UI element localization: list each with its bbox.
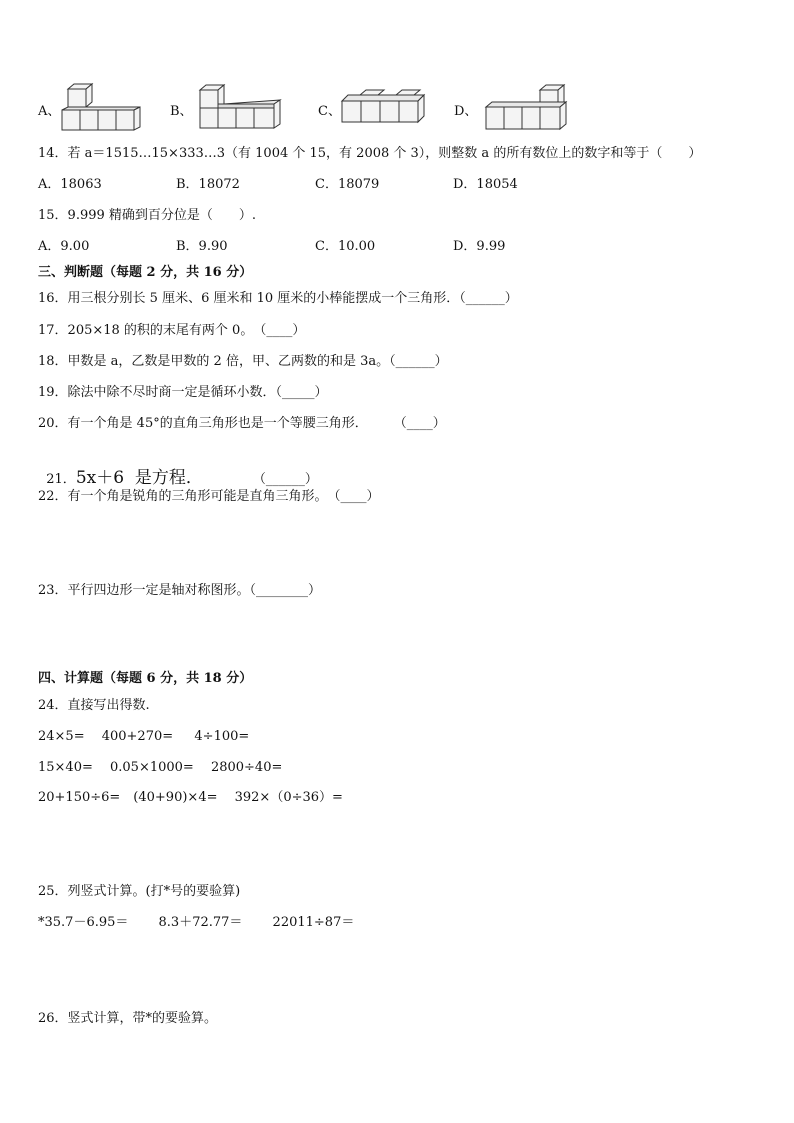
q15-stem: 15．9.999 精确到百分位是（ ）. bbox=[38, 208, 257, 223]
q15-option-c: C．10.00 bbox=[315, 239, 376, 254]
q14-option-b: B．18072 bbox=[176, 177, 240, 192]
q24-stem: 24．直接写出得数. bbox=[38, 698, 150, 713]
q15-option-b: B．9.90 bbox=[176, 239, 228, 254]
q21-answer-blank: （______） bbox=[252, 472, 318, 487]
option-d-figure bbox=[484, 82, 572, 132]
option-c-label: C、 bbox=[318, 104, 341, 119]
q19-text: 19．除法中除不尽时商一定是循环小数．（_____） bbox=[38, 385, 328, 400]
q21-line bbox=[38, 452, 318, 488]
q24-row-3: 20+150÷6= (40+90)×4= 392×（0÷36）= bbox=[38, 790, 343, 805]
q18-text: 18．甲数是 a，乙数是甲数的 2 倍，甲、乙两数的和是 3a。（______） bbox=[38, 354, 448, 369]
q26-stem: 26．竖式计算，带*的要验算。 bbox=[38, 1011, 218, 1026]
section-4-title: 四、计算题（每题 6 分，共 18 分） bbox=[38, 671, 253, 686]
q21-expression: 5x＋6 是方程． bbox=[75, 468, 203, 488]
q16-text: 16．用三根分别长 5 厘米、6 厘米和 10 厘米的小棒能摆成一个三角形．（______） bbox=[38, 291, 518, 306]
q15-option-a: A．9.00 bbox=[38, 239, 90, 254]
q20-text: 20．有一个角是 45°的直角三角形也是一个等腰三角形． （____） bbox=[38, 416, 446, 431]
option-c-figure bbox=[340, 82, 428, 132]
q21-number: 21． bbox=[46, 472, 76, 487]
q23-text: 23．平行四边形一定是轴对称图形。（________） bbox=[38, 583, 322, 598]
q24-row-1: 24×5= 400+270= 4÷100= bbox=[38, 729, 250, 744]
option-b-figure bbox=[196, 82, 282, 132]
option-d-label: D、 bbox=[454, 104, 478, 119]
q14-option-c: C．18079 bbox=[315, 177, 380, 192]
q14-option-a: A．18063 bbox=[38, 177, 102, 192]
q14-stem: 14．若 a＝1515…15×333…3（有 1004 个 15，有 2008 个 3），则整数 a 的所有数位上的数字和等于（ ） bbox=[38, 146, 702, 161]
q15-option-d: D．9.99 bbox=[453, 239, 506, 254]
q17-text: 17．205×18 的积的末尾有两个 0。 （____） bbox=[38, 323, 306, 338]
option-a-figure bbox=[60, 82, 142, 132]
q14-option-d: D．18054 bbox=[453, 177, 518, 192]
q25-row: *35.7－6.95＝ 8.3＋72.77＝ 22011÷87＝ bbox=[38, 915, 355, 930]
option-b-label: B、 bbox=[170, 104, 193, 119]
option-a-label: A、 bbox=[38, 104, 61, 119]
section-3-title: 三、判断题（每题 2 分，共 16 分） bbox=[38, 265, 253, 280]
q22-text: 22．有一个角是锐角的三角形可能是直角三角形。 （____） bbox=[38, 489, 380, 504]
q25-stem: 25．列竖式计算。(打*号的要验算) bbox=[38, 884, 241, 899]
q24-row-2: 15×40= 0.05×1000= 2800÷40= bbox=[38, 760, 283, 775]
